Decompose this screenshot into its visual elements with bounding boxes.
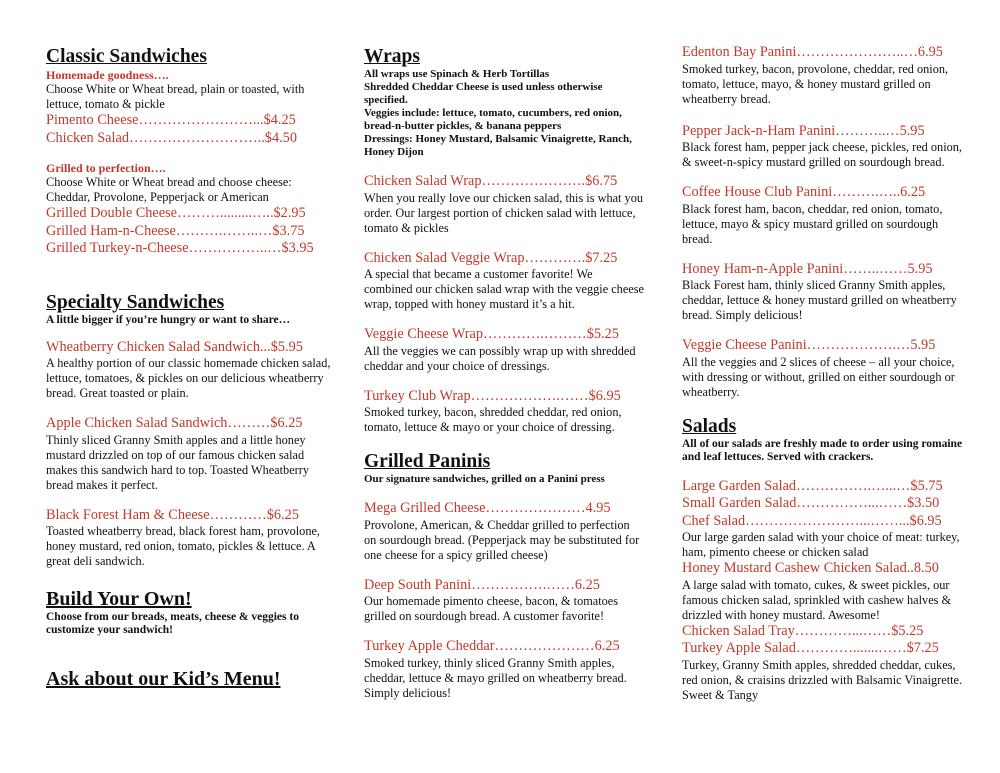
menu-item-chicken-salad-wrap: Chicken Salad Wrap………………….$6.75 (364, 173, 618, 189)
menu-item-pepper-jack-ham-panini: Pepper Jack-n-Ham Panini………..…5.95 (682, 122, 925, 139)
classic-subtitle: Homemade goodness…. (46, 68, 169, 82)
menu-item-veggie-cheese-wrap: Veggie Cheese Wrap………….………$5.25 (364, 326, 619, 342)
item-description: Black forest ham, pepper jack cheese, pickles, red onion, & sweet-n-spicy mustard grilled on sourdough bread. (682, 140, 962, 169)
item-description: A healthy portion of our classic homemade chicken salad, lettuce, tomatoes, & pickles on our delicious wheatberry bread. Great toasted or plain. (46, 356, 331, 400)
menu-item-deep-south-panini: Deep South Panini…………….……6.25 (364, 576, 600, 593)
menu-item-grilled-double-cheese: Grilled Double Cheese……….........…..$2.95 (46, 205, 306, 221)
item-description: Our homemade pimento cheese, bacon, & tomatoes grilled on sourdough bread. A customer favorite! (364, 594, 619, 623)
item-description: A large salad with tomato, cukes, & sweet pickles, our famous chicken salad, sprinkled with cashew halves & drizzled with honey mustard. Awesome! (682, 577, 952, 622)
menu-item-turkey-club-wrap: Turkey Club Wrap……………….……$6.95 (364, 387, 621, 404)
menu-item-wheatberry-chicken-salad: Wheatberry Chicken Salad Sandwich...$5.95 (46, 338, 303, 355)
salads-subtitle: All of our salads are freshly made to order using romaine and leaf lettuces. Served with crackers. (682, 437, 963, 463)
menu-item-pimento-cheese: Pimento Cheese……………………...$4.25 (46, 112, 296, 128)
section-title-classic-sandwiches: Classic Sandwiches (46, 46, 207, 67)
menu-item-edenton-bay-panini: Edenton Bay Panini…………………..…6.95 (682, 44, 943, 60)
menu-item-grilled-ham-cheese: Grilled Ham-n-Cheese……….……..…$3.75 (46, 222, 305, 239)
menu-item-black-forest-ham: Black Forest Ham & Cheese…………$6.25 (46, 506, 299, 523)
menu-item-small-garden-salad: Small Garden Salad……………...……$3.50 (682, 495, 940, 511)
menu-item-honey-ham-apple-panini: Honey Ham-n-Apple Panini……..……5.95 (682, 260, 933, 277)
grilled-subtitle: Grilled to perfection…. (46, 161, 166, 175)
menu-item-grilled-turkey-cheese: Grilled Turkey-n-Cheese……………..…$3.95 (46, 240, 314, 256)
wraps-note-cheese: Shredded Cheddar Cheese is used unless otherwise specified. (364, 81, 603, 106)
item-description: A special that became a customer favorite! We combined our chicken salad wrap with the veggie cheese wrap, topped with honey mustard it’s a hit. (364, 267, 644, 311)
section-title-grilled-paninis: Grilled Paninis (364, 451, 491, 472)
menu-item-large-garden-salad: Large Garden Salad…………….…...…$5.75 (682, 477, 943, 494)
menu-item-mega-grilled-cheese: Mega Grilled Cheese…………………4.95 (364, 500, 611, 516)
item-description: Turkey, Granny Smith apples, shredded cheddar, cukes, red onion, & craisins drizzled with Balsamic Vinaigrette. Sweet & Tangy (682, 657, 963, 702)
item-description: Toasted wheatberry bread, black forest ham, provolone, honey mustard, red onion, tomato, pickles & lettuce. A great deli sandwich. (46, 524, 321, 568)
item-description: Smoked turkey, bacon, provolone, cheddar, red onion, tomato, lettuce, mayo, & honey mustard grilled on wheatberry bread. (682, 61, 949, 106)
item-description: Our large garden salad with your choice of meat: turkey, ham, pimento cheese or chicken salad (682, 530, 960, 559)
menu-column-2 (364, 40, 644, 701)
menu-item-chicken-salad-veggie-wrap: Chicken Salad Veggie Wrap………….$7.25 (364, 249, 618, 266)
item-description: Smoked turkey, thinly sliced Granny Smith apples, cheddar, lettuce & mayo grilled on wheatberry bread. Simply delicious! (364, 655, 627, 700)
kids-menu-note: Ask about our Kid’s Menu! (46, 668, 281, 690)
section-title-salads: Salads (682, 415, 737, 437)
section-title-wraps: Wraps (364, 46, 420, 67)
build-your-own-description: Choose from our breads, meats, cheese & veggies to customize your sandwich! (46, 611, 299, 636)
item-description: Provolone, American, & Cheddar grilled to perfection on sourdough bread. (Pepperjack may be substituted for one cheese for a spicy grilled cheese) (364, 517, 640, 562)
menu-item-honey-mustard-cashew-chicken-salad: Honey Mustard Cashew Chicken Salad..8.50 (682, 560, 939, 576)
menu-item-turkey-apple-salad: Turkey Apple Salad………….......……$7.25 (682, 640, 939, 656)
wraps-note-tortillas: All wraps use Spinach & Herb Tortillas (364, 68, 550, 80)
item-description: All the veggies we can possibly wrap up with shredded cheddar and your choice of dressings. (364, 343, 636, 373)
paninis-subtitle: Our signature sandwiches, grilled on a Panini press (364, 473, 605, 485)
wraps-note-dressings: Dressings: Honey Mustard, Balsamic Vinaigrette, Ranch, Honey Dijon (364, 133, 632, 158)
grilled-description: Choose White or Wheat bread and choose cheese: Cheddar, Provolone, Pepperjack or American (46, 175, 292, 204)
menu-item-apple-chicken-salad: Apple Chicken Salad Sandwich………$6.25 (46, 415, 303, 431)
item-description: Black Forest ham, thinly sliced Granny Smith apples, cheddar, lettuce & honey mustard grilled on wheatberry bread. Simply delicious! (682, 278, 957, 322)
menu-item-turkey-apple-cheddar: Turkey Apple Cheddar…………………6.25 (364, 638, 620, 654)
menu-item-chicken-salad-tray: Chicken Salad Tray…………...……$5.25 (682, 622, 924, 639)
section-title-build-your-own: Build Your Own! (46, 588, 192, 610)
menu-item-coffee-house-club-panini: Coffee House Club Panini……….…..6.25 (682, 184, 926, 200)
menu-column-1 (46, 40, 336, 691)
specialty-subtitle: A little bigger if you’re hungry or want to share… (46, 313, 291, 326)
item-description: Smoked turkey, bacon, shredded cheddar, red onion, tomato, lettuce & mayo or your choice of dressing. (364, 405, 622, 434)
item-description: Thinly sliced Granny Smith apples and a little honey mustard drizzled on top of our famous chicken salad makes this sandwich hard to top. Toasted Wheatberry bread makes it perfect. (46, 432, 310, 492)
section-title-specialty-sandwiches: Specialty Sandwiches (46, 291, 225, 313)
classic-description: Choose White or Wheat bread, plain or toasted, with lettuce, tomato & pickle (46, 82, 305, 111)
menu-item-veggie-cheese-panini: Veggie Cheese Panini……………….…5.95 (682, 337, 936, 353)
item-description: Black forest ham, bacon, cheddar, red onion, tomato, lettuce, mayo & spicy mustard grilled on sourdough bread. (682, 201, 943, 246)
wraps-note-veggies: Veggies include: lettuce, tomato, cucumbers, red onion, bread-n-butter pickles, & banana peppers (364, 107, 622, 132)
menu-item-chicken-salad: Chicken Salad………………………..$4.50 (46, 129, 297, 146)
item-description: All the veggies and 2 slices of cheese – all your choice, with dressing or without, grilled on either sourdough or wheatberry. (682, 354, 955, 399)
menu-column-3 (682, 44, 967, 703)
item-description: When you really love our chicken salad, this is what you order. Our largest portion of chicken salad with lettuce, tomato & pickles (364, 190, 643, 235)
menu-item-chef-salad: Chef Salad……………………...……...$6.95 (682, 512, 942, 529)
